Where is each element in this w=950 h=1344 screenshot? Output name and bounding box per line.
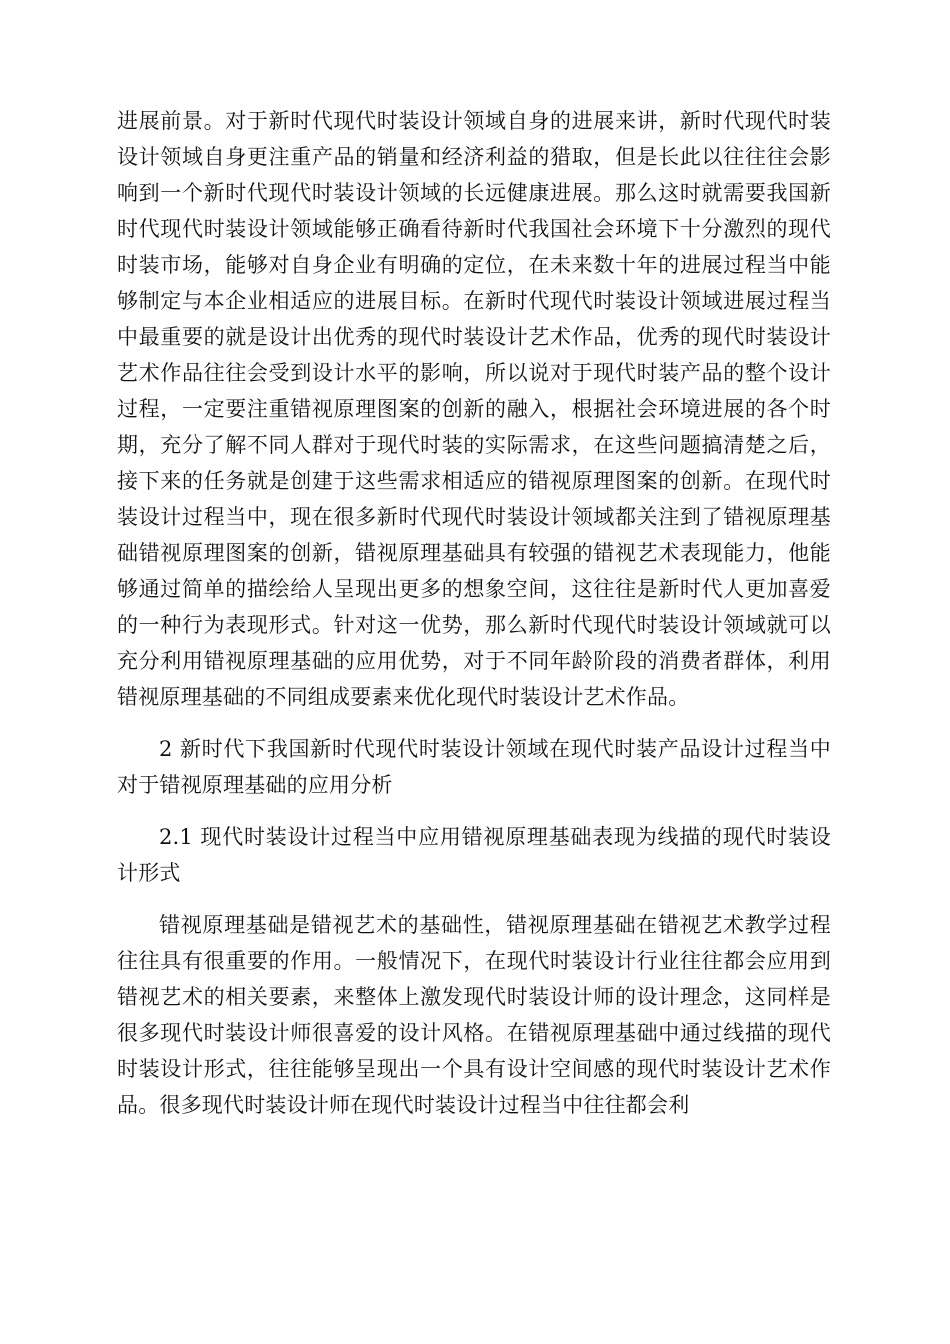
subsection-heading-2-1: 2.1 现代时装设计过程当中应用错视原理基础表现为线描的现代时装设计形式: [117, 825, 831, 885]
section-heading-2: 2 新时代下我国新时代现代时装设计领域在现代时装产品设计过程当中对于错视原理基础的应用分析: [117, 737, 831, 797]
body-paragraph-2: 错视原理基础是错视艺术的基础性，错视原理基础在错视艺术教学过程往往具有很重要的作用。一般情况下，在现代时装设计行业往往都会应用到错视艺术的相关要素，来整体上激发现代时装设计师的设计理念，这同样是很多现代时装设计师很喜爱的设计风格。在错视原理基础中通过线描的现代时装设计形式，往往能够呈现出一个具有设计空间感的现代时装设计艺术作品。很多现代时装设计师在现代时装设计过程当中往往都会利: [117, 913, 831, 1117]
body-paragraph-1: 进展前景。对于新时代现代时装设计领域自身的进展来讲，新时代现代时装设计领域自身更注重产品的销量和经济利益的猎取，但是长此以往往往会影响到一个新时代现代时装设计领域的长远健康进展。那么这时就需要我国新时代现代时装设计领域能够正确看待新时代我国社会环境下十分激烈的现代时装市场，能够对自身企业有明确的定位，在未来数十年的进展过程当中能够制定与本企业相适应的进展目标。在新时代现代时装设计领域进展过程当中最重要的就是设计出优秀的现代时装设计艺术作品，优秀的现代时装设计艺术作品往往会受到设计水平的影响，所以说对于现代时装产品的整个设计过程，一定要注重错视原理图案的创新的融入，根据社会环境进展的各个时期，充分了解不同人群对于现代时装的实际需求，在这些问题搞清楚之后，接下来的任务就是创建于这些需求相适应的错视原理图案的创新。在现代时装设计过程当中，现在很多新时代现代时装设计领域都关注到了错视原理基础错视原理图案的创新，错视原理基础具有较强的错视艺术表现能力，他能够通过简单的描绘给人呈现出更多的想象空间，这往往是新时代人更加喜爱的一种行为表现形式。针对这一优势，那么新时代现代时装设计领域就可以充分利用错视原理基础的应用优势，对于不同年龄阶段的消费者群体，利用错视原理基础的不同组成要素来优化现代时装设计艺术作品。: [117, 109, 831, 709]
document-page: [117, 103, 831, 1123]
